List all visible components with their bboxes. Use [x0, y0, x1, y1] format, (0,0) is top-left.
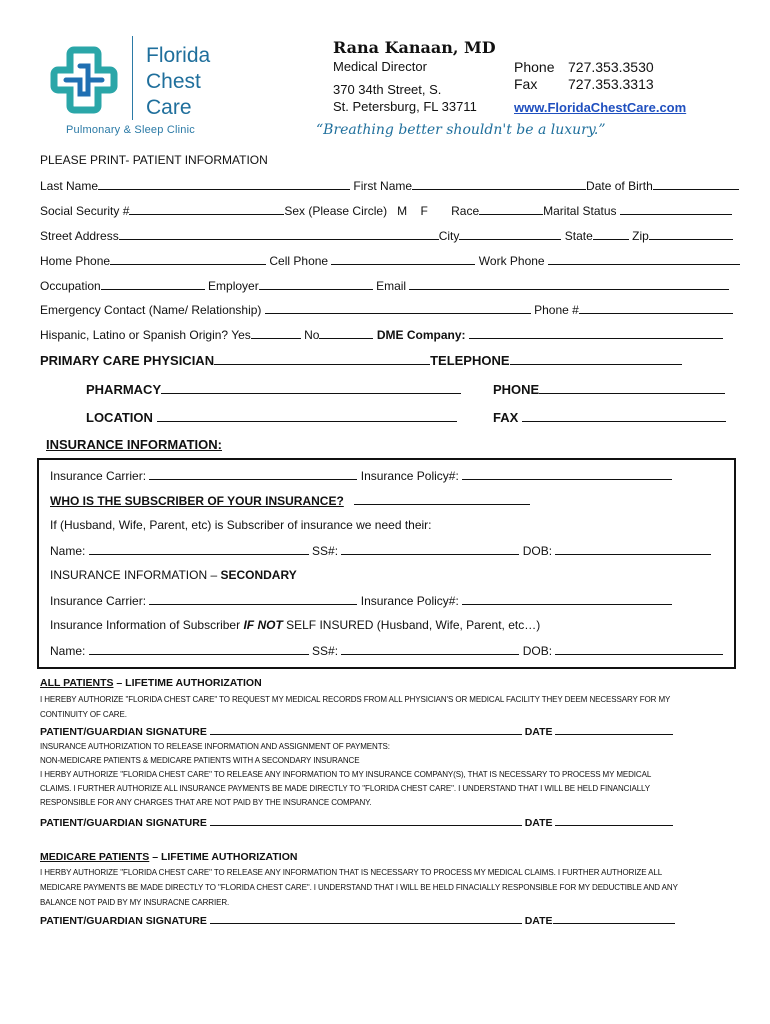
- subscriber-field[interactable]: [354, 493, 530, 505]
- city-field[interactable]: [459, 228, 561, 240]
- clinic-tagline: Pulmonary & Sleep Clinic: [66, 124, 195, 136]
- cell-phone-field[interactable]: [331, 253, 475, 265]
- sub2-name-label: Name:: [50, 644, 86, 658]
- address-line2: St. Petersburg, FL 33711: [333, 99, 477, 114]
- address-line1: 370 34th Street, S.: [333, 82, 442, 97]
- policy2-label: Insurance Policy#:: [360, 594, 459, 608]
- fax-number: 727.353.3313: [568, 76, 654, 92]
- hispanic-yes-field[interactable]: [251, 327, 301, 339]
- dme-field[interactable]: [469, 327, 723, 339]
- emergency-phone-field[interactable]: [579, 302, 733, 314]
- insurance-box: [37, 458, 736, 669]
- secondary-heading-prefix: INSURANCE INFORMATION –: [50, 568, 218, 582]
- marital-label: Marital Status: [543, 204, 617, 218]
- sex-m-option[interactable]: M: [397, 204, 408, 218]
- pcp-field[interactable]: [214, 352, 430, 365]
- subscriber-note: If (Husband, Wife, Parent, etc) is Subscriber of insurance we need their:: [50, 518, 432, 532]
- location-field[interactable]: [157, 409, 457, 422]
- race-label: Race: [451, 204, 480, 218]
- city-label: City: [438, 229, 460, 243]
- dob-label: Date of Birth: [586, 179, 653, 193]
- sub-info-emphasis: IF NOT: [243, 618, 283, 632]
- occupation-label: Occupation: [40, 279, 101, 293]
- medicare-text-2: MEDICARE PAYMENTS BE MADE DIRECTLY TO "FLORIDA CHEST CARE". I UNDERSTAND THAT I WILL BE HELD FINACIALLY RESPONSIBLE FOR MY DEDUCTIBLE AND ANY: [40, 883, 678, 892]
- last-name-label: Last Name: [40, 179, 99, 193]
- doctor-title: Medical Director: [333, 59, 427, 74]
- employer-field[interactable]: [259, 278, 373, 290]
- phone-label: Phone: [514, 59, 555, 75]
- sub2-name-field[interactable]: [89, 643, 309, 655]
- pharmacy-phone-field[interactable]: [539, 381, 725, 394]
- sex-f-option[interactable]: F: [420, 204, 428, 218]
- pcp-label: PRIMARY CARE PHYSICIAN: [40, 353, 215, 368]
- race-field[interactable]: [479, 203, 543, 215]
- medicare-title: – LIFETIME AUTHORIZATION: [152, 851, 298, 863]
- motto: “Breathing better shouldn't be a luxury.”: [316, 122, 606, 138]
- secondary-heading: SECONDARY: [220, 568, 297, 582]
- all-patients-heading: ALL PATIENTS: [40, 677, 114, 689]
- ins-auth-text-3: I HERBY AUTHORIZE "FLORIDA CHEST CARE" TO RELEASE ANY INFORMATION TO MY INSURANCE COMPANY(S), THAT IS NECESSARY TO PROCESS MY MEDICAL: [40, 770, 652, 779]
- logo-text-line1: Florida: [146, 44, 211, 67]
- sub-ss-label: SS#:: [312, 544, 339, 558]
- pharmacy-fax-field[interactable]: [522, 409, 726, 422]
- carrier-label: Insurance Carrier:: [50, 469, 147, 483]
- sub-dob-label: DOB:: [522, 544, 553, 558]
- signature-field-3[interactable]: [210, 913, 522, 924]
- ins-auth-text-2: NON-MEDICARE PATIENTS & MEDICARE PATIENTS WITH A SECONDARY INSURANCE: [40, 756, 360, 765]
- phone-number: 727.353.3530: [568, 59, 654, 75]
- marital-field[interactable]: [620, 203, 732, 215]
- logo-text-line3: Care: [146, 96, 192, 119]
- policy2-field[interactable]: [462, 593, 672, 605]
- patient-info-heading: PLEASE PRINT- PATIENT INFORMATION: [40, 153, 268, 167]
- street-label: Street Address: [40, 229, 119, 243]
- logo-text-line2: Chest: [146, 70, 201, 93]
- employer-label: Employer: [208, 279, 259, 293]
- pcp-telephone-field[interactable]: [510, 352, 682, 365]
- policy-field[interactable]: [462, 468, 672, 480]
- first-name-label: First Name: [353, 179, 413, 193]
- pharmacy-label: PHARMACY: [86, 382, 162, 397]
- carrier-field[interactable]: [149, 468, 357, 480]
- ssn-label: Social Security #: [40, 204, 130, 218]
- ssn-field[interactable]: [129, 203, 284, 215]
- carrier2-field[interactable]: [149, 593, 357, 605]
- ins-auth-text-1: INSURANCE AUTHORIZATION TO RELEASE INFORMATION AND ASSIGNMENT OF PAYMENTS:: [40, 742, 390, 751]
- all-patients-title: – LIFETIME AUTHORIZATION: [116, 677, 262, 689]
- sub2-dob-label: DOB:: [522, 644, 553, 658]
- state-label: State: [564, 229, 593, 243]
- sub-ss-field[interactable]: [341, 543, 519, 555]
- ins-auth-text-4: CLAIMS. I FURTHER AUTHORIZE ALL INSURANCE PAYMENTS BE MADE DIRECTLY TO "FLORIDA CHEST CARE". I UNDERSTAND THAT I WILL BE HELD FINANCIALLY: [40, 784, 651, 793]
- sub-name-field[interactable]: [89, 543, 309, 555]
- pcp-telephone-label: TELEPHONE: [430, 353, 510, 368]
- logo-divider: [132, 36, 133, 120]
- doctor-name: Rana Kanaan, MD: [333, 38, 496, 57]
- hispanic-no-label: No: [304, 328, 320, 342]
- last-name-field[interactable]: [98, 178, 350, 190]
- website-link[interactable]: www.FloridaChestCare.com: [514, 100, 687, 115]
- emergency-field[interactable]: [265, 302, 531, 314]
- sub2-ss-label: SS#:: [312, 644, 339, 658]
- date-field-2[interactable]: [555, 815, 673, 826]
- occupation-field[interactable]: [101, 278, 205, 290]
- date-label-1: DATE: [524, 726, 553, 738]
- signature-field-2[interactable]: [210, 815, 522, 826]
- first-name-field[interactable]: [412, 178, 586, 190]
- medicare-text-1: I HERBY AUTHORIZE "FLORIDA CHEST CARE" TO RELEASE ANY INFORMATION THAT IS NECESSARY TO PROCESS MY MEDICAL CLAIMS. I FURTHER AUTHORIZE ALL: [40, 868, 663, 877]
- policy-label: Insurance Policy#:: [360, 469, 459, 483]
- home-phone-label: Home Phone: [40, 254, 111, 268]
- insurance-heading: INSURANCE INFORMATION:: [46, 437, 222, 452]
- hispanic-no-field[interactable]: [319, 327, 373, 339]
- cell-phone-label: Cell Phone: [269, 254, 329, 268]
- dob-field[interactable]: [653, 178, 739, 190]
- all-patients-text-2: CONTINUITY OF CARE.: [40, 710, 127, 719]
- email-label: Email: [376, 279, 407, 293]
- pharmacy-fax-label: FAX: [493, 410, 519, 425]
- hispanic-label: Hispanic, Latino or Spanish Origin? Yes: [40, 328, 251, 342]
- sex-label: Sex (Please Circle): [284, 204, 388, 218]
- location-label: LOCATION: [86, 410, 153, 425]
- signature-label-1: PATIENT/GUARDIAN SIGNATURE: [40, 726, 207, 738]
- date-field-1[interactable]: [555, 724, 673, 735]
- sub-info-prefix: Insurance Information of Subscriber: [50, 618, 241, 632]
- sub-name-label: Name:: [50, 544, 86, 558]
- sub2-dob-field[interactable]: [555, 643, 723, 655]
- sub-dob-field[interactable]: [555, 543, 711, 555]
- emergency-phone-label: Phone #: [534, 303, 579, 317]
- logo-cross-icon: [50, 46, 118, 114]
- email-field[interactable]: [409, 278, 729, 290]
- date-label-3: DATE: [524, 915, 553, 927]
- sub-info-suffix: SELF INSURED (Husband, Wife, Parent, etc…): [286, 618, 541, 632]
- pharmacy-field[interactable]: [161, 381, 461, 394]
- medicare-heading: MEDICARE PATIENTS: [40, 851, 150, 863]
- date-field-3[interactable]: [553, 913, 675, 924]
- subscriber-question: WHO IS THE SUBSCRIBER OF YOUR INSURANCE?: [50, 494, 344, 508]
- signature-label-3: PATIENT/GUARDIAN SIGNATURE: [40, 915, 207, 927]
- signature-field-1[interactable]: [210, 724, 522, 735]
- dme-label: DME Company:: [376, 328, 466, 342]
- work-phone-label: Work Phone: [478, 254, 545, 268]
- ins-auth-text-5: RESPONSIBLE FOR ANY CHARGES THAT ARE NOT PAID BY THE INSURANCE COMPANY.: [40, 798, 372, 807]
- signature-label-2: PATIENT/GUARDIAN SIGNATURE: [40, 817, 207, 829]
- fax-label: Fax: [514, 76, 538, 92]
- all-patients-text-1: I HEREBY AUTHORIZE "FLORIDA CHEST CARE" TO REQUEST MY MEDICAL RECORDS FROM ALL PHYSICIAN'S OR MEDICAL FACILITY THEY DEEM NECESSARY FOR MY: [40, 695, 671, 704]
- work-phone-field[interactable]: [548, 253, 740, 265]
- medicare-text-3: BALANCE NOT PAID BY MY INSURACNE CARRIER.: [40, 898, 230, 907]
- street-field[interactable]: [119, 228, 439, 240]
- home-phone-field[interactable]: [110, 253, 266, 265]
- emergency-label: Emergency Contact (Name/ Relationship): [40, 303, 262, 317]
- sub2-ss-field[interactable]: [341, 643, 519, 655]
- zip-label: Zip: [632, 229, 649, 243]
- date-label-2: DATE: [524, 817, 553, 829]
- zip-field[interactable]: [649, 228, 733, 240]
- carrier2-label: Insurance Carrier:: [50, 594, 147, 608]
- state-field[interactable]: [593, 228, 629, 240]
- pharmacy-phone-label: PHONE: [493, 382, 540, 397]
